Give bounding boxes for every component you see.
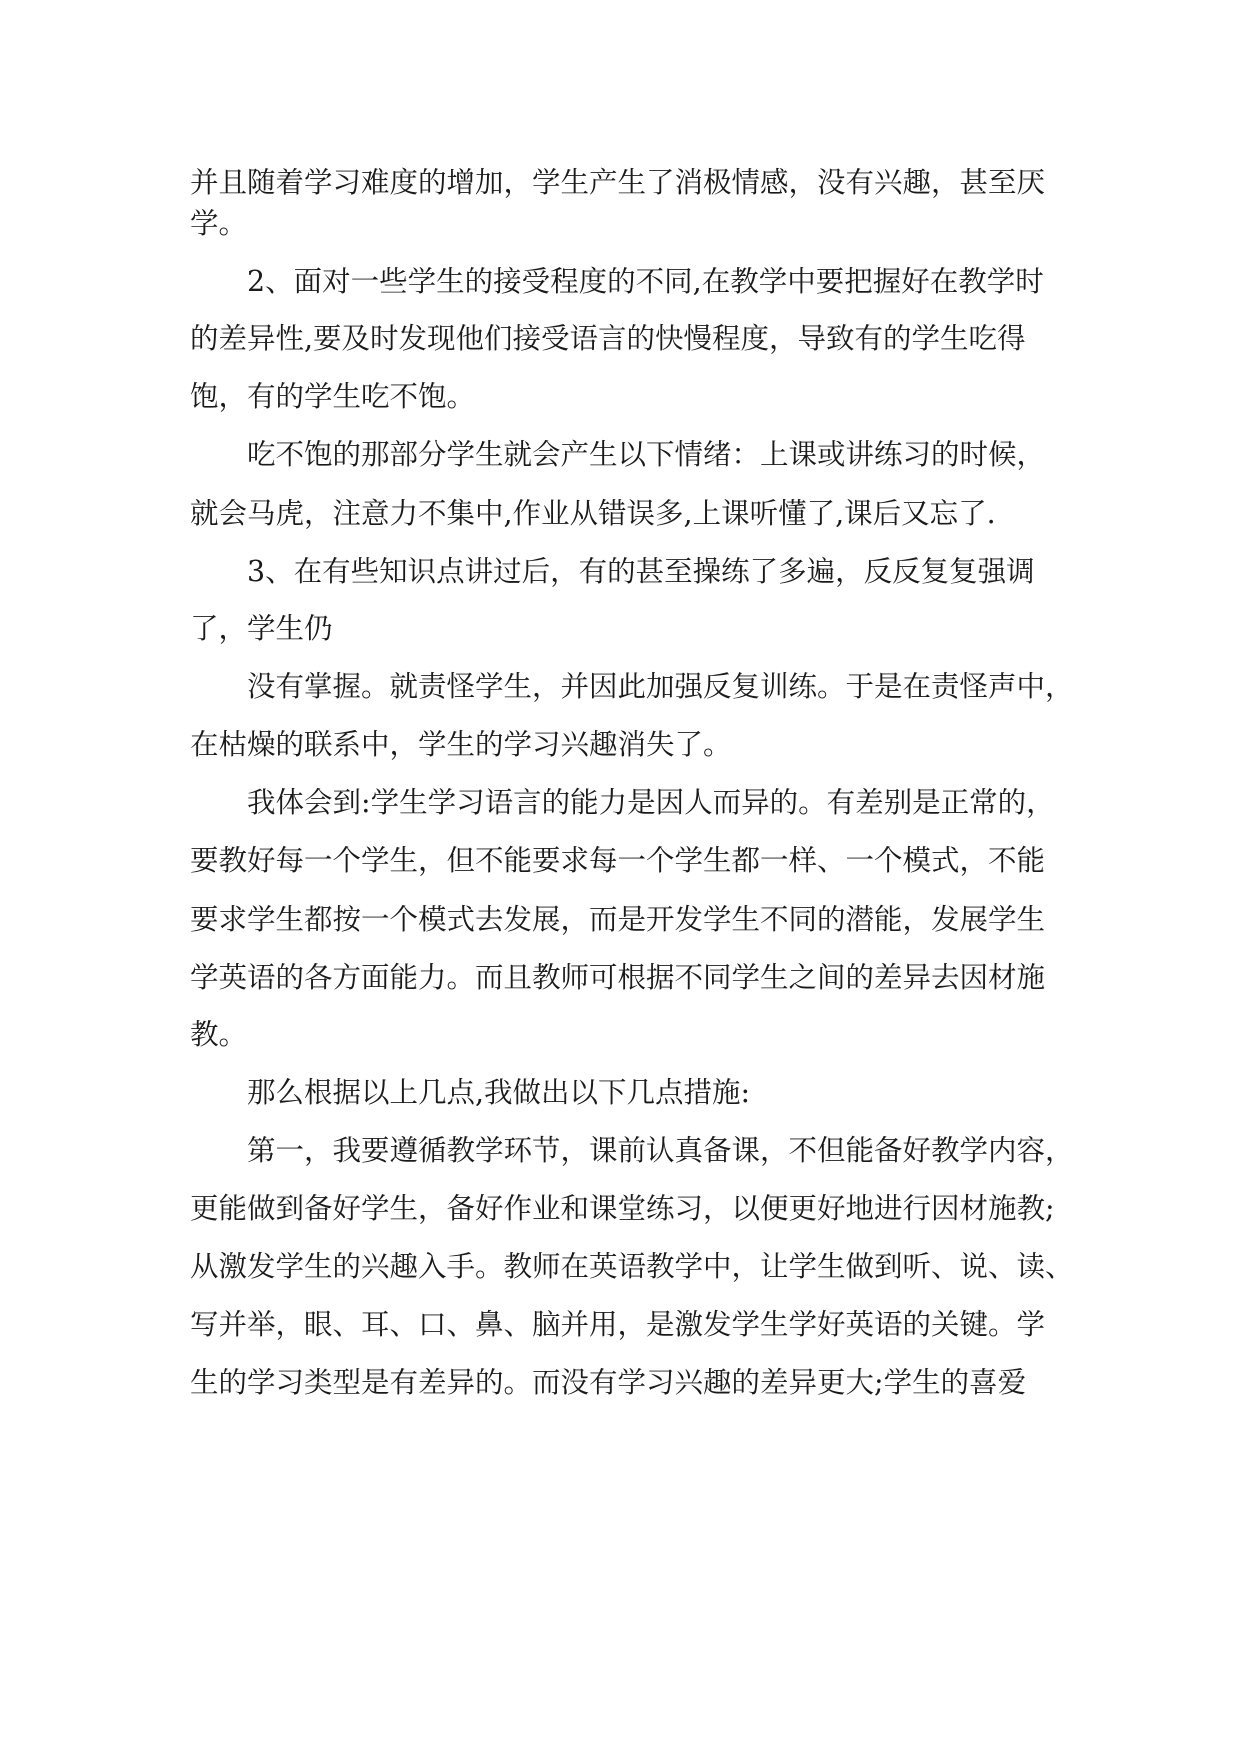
text-line: 在枯燥的联系中，学生的学习兴趣消失了。 [190, 728, 732, 761]
text-line: 更能做到备好学生，备好作业和课堂练习，以便更好地进行因材施教; [190, 1192, 1055, 1225]
text-line: 就会马虎，注意力不集中,作业从错误多,上课听懂了,课后又忘了. [190, 497, 996, 530]
text-line: 的差异性,要及时发现他们接受语言的快慢程度，导致有的学生吃得 [190, 322, 1026, 355]
text-line: 学英语的各方面能力。而且教师可根据不同学生之间的差异去因材施 [190, 961, 1046, 994]
text-line: 从激发学生的兴趣入手。教师在英语教学中，让学生做到听、说、读、 [190, 1250, 1074, 1283]
paragraph-first-line: 我体会到:学生学习语言的能力是因人而异的。有差别是正常的， [247, 786, 1055, 819]
text-line: 饱，有的学生吃不饱。 [190, 380, 476, 413]
text-line: 了，学生仍 [190, 612, 333, 645]
text-line: 要教好每一个学生，但不能要求每一个学生都一样、一个模式，不能 [190, 844, 1046, 877]
text-line: 并且随着学习难度的增加，学生产生了消极情感，没有兴趣，甚至厌 [190, 166, 1046, 199]
paragraph-first-line: 没有掌握。就责怪学生，并因此加强反复训练。于是在责怪声中， [247, 670, 1074, 703]
paragraph-first-line: 第一，我要遵循教学环节，课前认真备课，不但能备好教学内容， [247, 1134, 1074, 1167]
paragraph-first-line: 3、在有些知识点讲过后，有的甚至操练了多遍，反反复复强调 [247, 555, 1035, 588]
paragraph-first-line: 吃不饱的那部分学生就会产生以下情绪：上课或讲练习的时候， [247, 438, 1046, 471]
paragraph-first-line: 那么根据以上几点,我做出以下几点措施: [247, 1076, 751, 1109]
text-line: 要求学生都按一个模式去发展，而是开发学生不同的潜能，发展学生 [190, 903, 1046, 936]
text-line: 学。 [190, 207, 248, 240]
text-line: 生的学习类型是有差异的。而没有学习兴趣的差异更大;学生的喜爱 [190, 1366, 1027, 1399]
text-line: 写并举，眼、耳、口、鼻、脑并用，是激发学生学好英语的关键。学 [190, 1308, 1046, 1341]
paragraph-first-line: 2、面对一些学生的接受程度的不同,在教学中要把握好在教学时 [247, 265, 1044, 298]
text-line: 教。 [190, 1018, 248, 1051]
